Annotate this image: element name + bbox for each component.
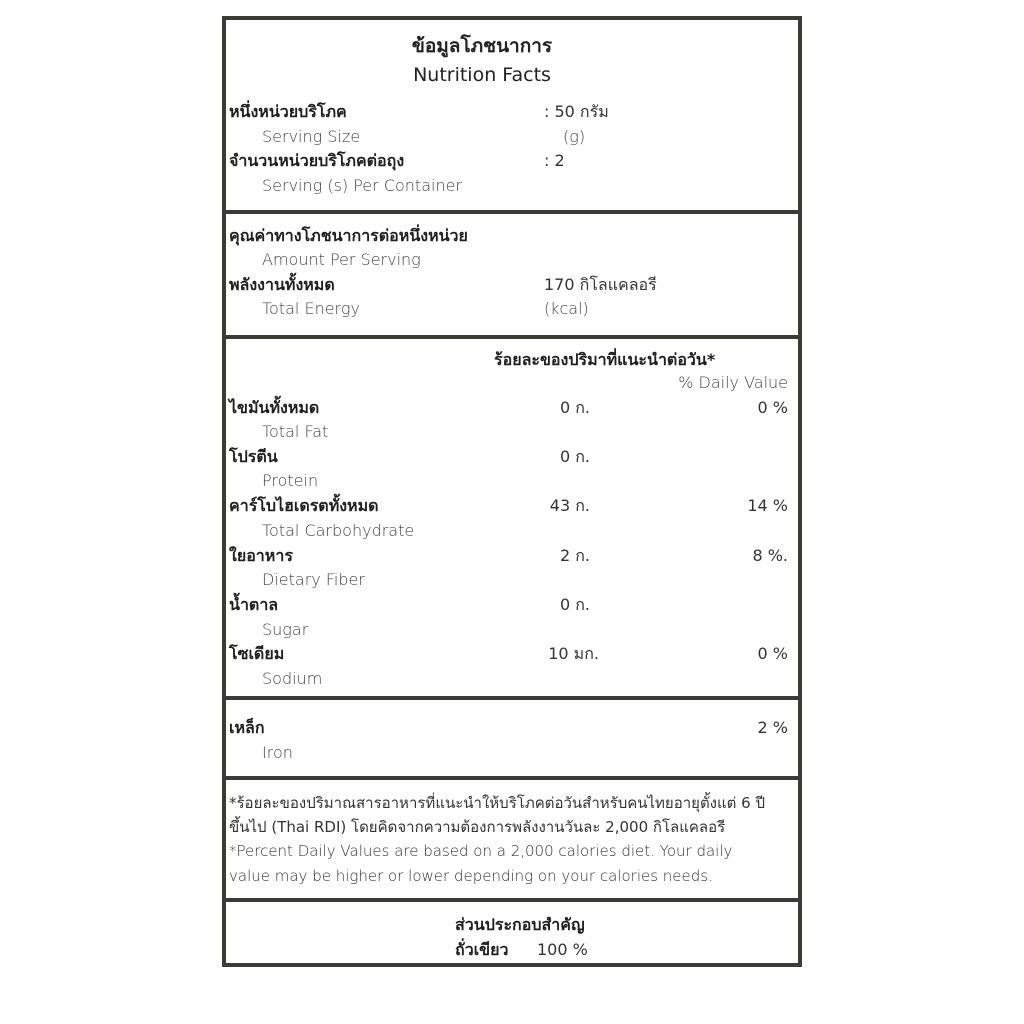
nutrient-name-english: Sugar — [262, 620, 309, 639]
nutrient-name-thai: คาร์โบไฮเดรตทั้งหมด — [229, 496, 379, 515]
section-divider — [222, 696, 802, 700]
nutrient-name-english: Sodium — [262, 669, 323, 688]
title-english: Nutrition Facts — [413, 64, 551, 86]
nutrient-daily-value: 0 % — [757, 644, 788, 663]
section-divider — [222, 210, 802, 214]
amount-per-serving-heading-thai: คุณค่าทางโภชนาการต่อหนึ่งหน่วย — [229, 226, 468, 245]
title-thai: ข้อมูลโภชนาการ — [411, 35, 553, 57]
section-divider — [222, 898, 802, 902]
nutrient-name-english: Dietary Fiber — [262, 570, 365, 589]
nutrient-name-thai: โซเดียม — [229, 644, 285, 663]
serving-size-label-thai: หนึ่งหน่วยบริโภค — [229, 102, 347, 121]
total-energy-label-english: Total Energy — [262, 299, 360, 318]
footnote-line-3: *Percent Daily Values are based on a 2,000 calories diet. Your daily — [229, 842, 733, 860]
serving-size-unit: (g) — [563, 127, 586, 146]
footnote-line-2: ขึ้นไป (Thai RDI) โดยคิดจากความต้องการพลังงานวันละ 2,000 กิโลแคลอรี — [229, 818, 726, 836]
nutrient-name-thai: ใยอาหาร — [229, 546, 293, 565]
footnote-line-1: *ร้อยละของปริมาณสารอาหารที่แนะนำให้บริโภคต่อวันสำหรับคนไทยอายุตั้งแต่ 6 ปี — [229, 794, 766, 812]
nutrient-daily-value: 14 % — [747, 496, 788, 515]
servings-per-container-label-english: Serving (s) Per Container — [262, 176, 462, 195]
nutrient-name-thai: น้ำตาล — [229, 595, 279, 614]
nutrient-name-english: Total Carbohydrate — [262, 521, 415, 540]
nutrient-amount: 0 ก. — [559, 398, 590, 417]
nutrient-name-thai: โปรตีน — [229, 447, 278, 466]
iron-label-thai: เหล็ก — [229, 718, 265, 737]
nutrient-amount: 10 มก. — [548, 644, 599, 663]
nutrient-daily-value: 0 % — [757, 398, 788, 417]
nutrient-amount: 0 ก. — [559, 595, 590, 614]
amount-per-serving-heading-english: Amount Per Serving — [262, 250, 421, 269]
section-divider — [222, 776, 802, 780]
nutrient-name-english: Total Fat — [262, 422, 329, 441]
nutrient-amount: 2 ก. — [559, 546, 590, 565]
total-energy-label-thai: พลังงานทั้งหมด — [229, 275, 335, 294]
section-divider — [222, 335, 802, 339]
nutrient-amount: 0 ก. — [559, 447, 590, 466]
nutrient-daily-value: 8 %. — [752, 546, 788, 565]
nutrient-amount: 43 ก. — [549, 496, 590, 515]
servings-per-container-label-thai: จำนวนหน่วยบริโภคต่อถุง — [229, 151, 405, 170]
servings-per-container-value: : 2 — [544, 151, 565, 170]
footnote-line-4: value may be higher or lower depending on your calories needs. — [229, 867, 713, 885]
total-energy-unit: (kcal) — [544, 299, 589, 318]
daily-value-heading-thai: ร้อยละของปริมาที่แนะนำต่อวัน* — [494, 350, 716, 369]
serving-size-label-english: Serving Size — [262, 127, 361, 146]
ingredients-heading: ส่วนประกอบสำคัญ — [455, 915, 585, 934]
ingredient-name: ถั่วเขียว — [455, 940, 509, 959]
iron-daily-value: 2 % — [757, 718, 788, 737]
total-energy-value: 170 กิโลแคลอรี — [544, 275, 657, 294]
nutrient-name-english: Protein — [262, 471, 319, 490]
iron-label-english: Iron — [262, 743, 293, 762]
serving-size-value: : 50 กรัม — [544, 102, 609, 121]
ingredient-percent: 100 % — [537, 940, 588, 959]
daily-value-heading-english: % Daily Value — [678, 373, 788, 392]
nutrient-name-thai: ไขมันทั้งหมด — [229, 398, 320, 417]
